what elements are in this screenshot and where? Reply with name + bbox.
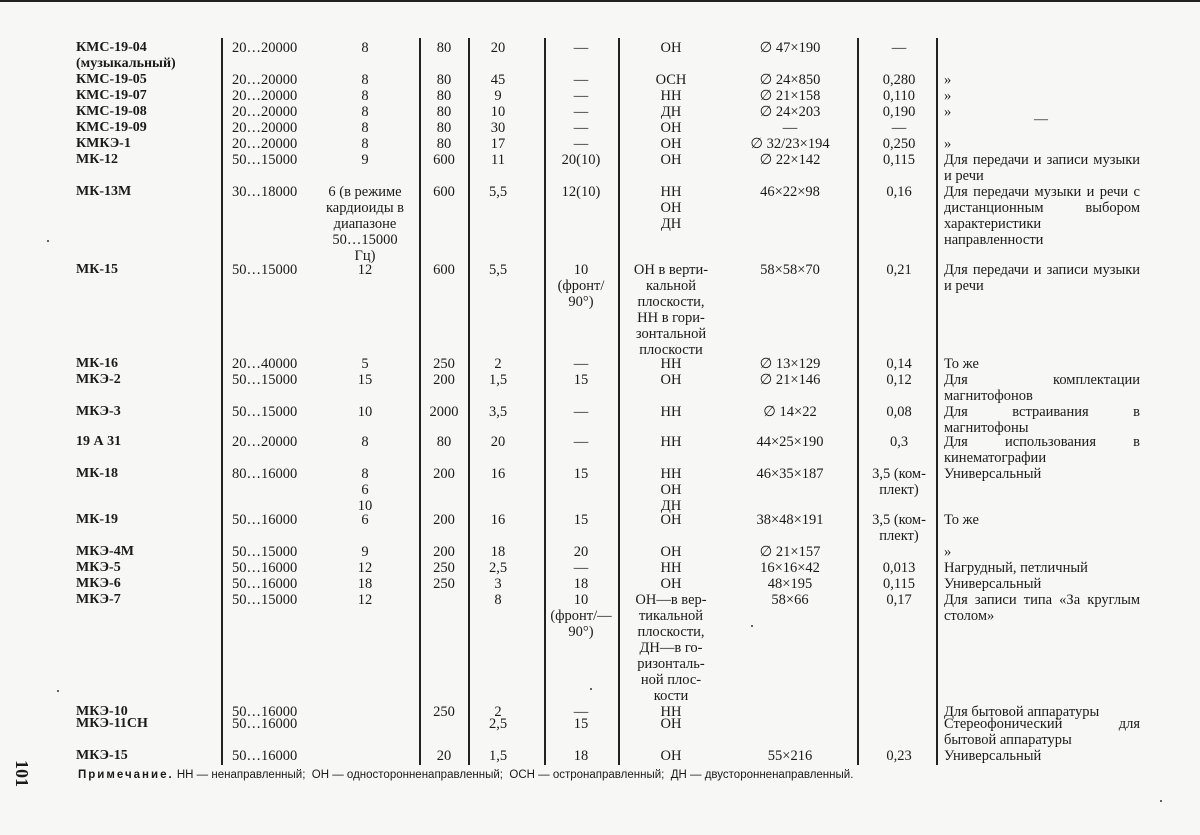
cell-name: КМС-19-07 — [76, 88, 147, 103]
cell-directivity: ДН — [660, 104, 682, 120]
cell-noise-level: 1,5 — [488, 748, 508, 764]
cell-dimensions: ∅ 14×22 — [763, 404, 817, 420]
cell-name: 19 А 31 — [76, 434, 122, 449]
cell-frequency: 20…20000 — [232, 434, 298, 450]
cell-directivity: НН — [660, 704, 682, 720]
cell-noise-level: 11 — [491, 152, 505, 168]
cell-dimensions: ∅ 47×190 — [759, 40, 821, 56]
cell-directivity: ОН — [660, 544, 682, 560]
cell-noise-level: 1,5 — [488, 372, 508, 388]
cell-mass: 0,14 — [886, 356, 912, 372]
cell-directivity: ОН — [660, 748, 682, 764]
cell-dimensions: 44×25×190 — [756, 434, 824, 450]
cell-mass: 0,23 — [886, 748, 912, 764]
cell-noise-level: 2 — [494, 704, 502, 720]
cell-directivity: НН — [660, 560, 682, 576]
cell-mass: 0,16 — [886, 184, 912, 200]
cell-frequency: 50…16000 — [232, 704, 298, 720]
cell-impedance: 80 — [436, 136, 452, 152]
cell-frequency: 50…15000 — [232, 404, 298, 420]
cell-impedance: 200 — [433, 466, 455, 482]
cell-attenuation: 20 — [573, 544, 589, 560]
cell-name: КМКЭ-1 — [76, 136, 131, 151]
cell-purpose: » — [944, 136, 952, 152]
cell-purpose: » — [944, 88, 952, 104]
cell-name: МК-19 — [76, 512, 119, 527]
cell-mass: 0,115 — [882, 576, 916, 592]
cell-directivity: ОСН — [655, 72, 687, 88]
cell-dimensions: ∅ 22×142 — [759, 152, 821, 168]
cell-attenuation: 15 — [573, 372, 589, 388]
cell-dimensions: 46×35×187 — [756, 466, 824, 482]
cell-attenuation: 10 (фронт/— 90°) — [550, 592, 612, 640]
cell-impedance: 200 — [433, 372, 455, 388]
cell-mass: 0,17 — [886, 592, 912, 608]
cell-noise-level: 3 — [494, 576, 502, 592]
cell-frequency: 50…15000 — [232, 592, 298, 608]
cell-mass: — — [891, 40, 907, 56]
cell-impedance: 600 — [433, 184, 455, 200]
cell-frequency: 20…40000 — [232, 356, 298, 372]
cell-impedance: 250 — [433, 576, 455, 592]
cell-impedance: 80 — [436, 72, 452, 88]
cell-noise-level: 18 — [490, 544, 506, 560]
cell-frequency: 50…15000 — [232, 262, 298, 278]
cell-noise-level: 5,5 — [488, 184, 508, 200]
page-number: 101 — [12, 760, 32, 787]
cell-sensitivity: 12 — [357, 592, 373, 608]
cell-sensitivity: 5 — [361, 356, 369, 372]
cell-directivity: ОН — [660, 40, 682, 56]
cell-directivity: ОН — [660, 512, 682, 528]
cell-name: КМС-19-08 — [76, 104, 147, 119]
cell-directivity: ОН — [660, 576, 682, 592]
scan-speck — [590, 688, 592, 690]
cell-dimensions: — — [782, 120, 798, 136]
cell-attenuation: — — [573, 560, 589, 576]
cell-impedance: 250 — [433, 704, 455, 720]
cell-name: КМС-19-04 (музыкальный) — [76, 40, 176, 71]
cell-impedance: 2000 — [429, 404, 459, 420]
cell-attenuation: — — [573, 404, 589, 420]
cell-noise-level: 3,5 — [488, 404, 508, 420]
cell-sensitivity: 8 — [361, 136, 369, 152]
cell-frequency: 80…16000 — [232, 466, 298, 482]
cell-attenuation: 18 — [573, 576, 589, 592]
top-rule — [0, 0, 1200, 2]
cell-name: МКЭ-6 — [76, 576, 121, 591]
cell-purpose: Для передачи музыки и речи с дистанционным выбором характеристики направленности — [944, 184, 1140, 248]
cell-dimensions: 58×66 — [771, 592, 809, 608]
cell-attenuation: — — [573, 704, 589, 720]
cell-noise-level: 2,5 — [488, 560, 508, 576]
cell-impedance: 80 — [436, 40, 452, 56]
cell-name: МК-16 — [76, 356, 119, 371]
cell-impedance: 80 — [436, 434, 452, 450]
cell-noise-level: 5,5 — [488, 262, 508, 278]
cell-impedance: 200 — [433, 512, 455, 528]
cell-dimensions: 48×195 — [767, 576, 813, 592]
cell-dimensions: ∅ 32/23×194 — [750, 136, 830, 152]
cell-directivity: НН — [660, 356, 682, 372]
cell-sensitivity: 18 — [357, 576, 373, 592]
cell-frequency: 50…16000 — [232, 560, 298, 576]
cell-sensitivity: 6 (в режиме кардиоиды в диапазоне 50…15000 Гц) — [325, 184, 405, 264]
cell-name: МКЭ-3 — [76, 404, 121, 419]
column-divider — [468, 38, 470, 765]
cell-attenuation: — — [573, 120, 589, 136]
cell-name: МКЭ-4М — [76, 544, 134, 559]
cell-purpose: Для передачи и записи музыки и речи — [944, 262, 1140, 294]
cell-dimensions: ∅ 13×129 — [759, 356, 821, 372]
cell-sensitivity: 6 — [361, 512, 369, 528]
cell-dimensions: ∅ 21×157 — [759, 544, 821, 560]
cell-mass: 0,115 — [882, 152, 916, 168]
cell-frequency: 50…15000 — [232, 152, 298, 168]
cell-sensitivity: 9 — [361, 152, 369, 168]
cell-frequency: 20…20000 — [232, 40, 298, 56]
cell-frequency: 50…16000 — [232, 512, 298, 528]
cell-noise-level: 45 — [490, 72, 506, 88]
cell-impedance: 80 — [436, 120, 452, 136]
cell-attenuation: — — [573, 88, 589, 104]
cell-sensitivity: 8 — [361, 104, 369, 120]
cell-purpose: » — [944, 104, 952, 120]
cell-frequency: 50…16000 — [232, 716, 298, 732]
cell-purpose: Нагрудный, петличный — [944, 560, 1088, 576]
cell-purpose: Для передачи и записи музыки и речи — [944, 152, 1140, 184]
cell-impedance: 250 — [433, 560, 455, 576]
cell-purpose: Для записи типа «За круглым столом» — [944, 592, 1140, 624]
cell-purpose: Стереофонический для бытовой аппаратуры — [944, 716, 1140, 748]
cell-name: МКЭ-5 — [76, 560, 121, 575]
cell-frequency: 50…15000 — [232, 372, 298, 388]
stray-dash: — — [1034, 112, 1048, 127]
cell-dimensions: 58×58×70 — [760, 262, 820, 278]
cell-mass: 3,5 (ком- плект) — [872, 512, 926, 544]
cell-attenuation: 12(10) — [561, 184, 601, 200]
scan-speck — [47, 240, 49, 242]
footnote-label: Примечание. — [78, 769, 174, 781]
cell-impedance: 80 — [436, 104, 452, 120]
column-divider — [936, 38, 938, 765]
cell-directivity: НН — [660, 404, 682, 420]
cell-purpose: Для использования в кинематографии — [944, 434, 1140, 466]
scan-speck — [1160, 800, 1162, 802]
cell-name: КМС-19-09 — [76, 120, 147, 135]
cell-mass: 0,280 — [882, 72, 916, 88]
cell-sensitivity: 10 — [357, 404, 373, 420]
cell-attenuation: — — [573, 356, 589, 372]
cell-dimensions: ∅ 24×203 — [759, 104, 821, 120]
cell-frequency: 50…16000 — [232, 748, 298, 764]
cell-sensitivity: 12 — [357, 262, 373, 278]
cell-frequency: 50…15000 — [232, 544, 298, 560]
cell-sensitivity: 8 — [361, 40, 369, 56]
cell-noise-level: 20 — [490, 40, 506, 56]
cell-directivity: НН ОН ДН — [660, 466, 682, 514]
cell-name: МКЭ-11СН — [76, 716, 148, 731]
cell-directivity: ОН — [660, 716, 682, 732]
cell-frequency: 20…20000 — [232, 72, 298, 88]
cell-dimensions: 16×16×42 — [760, 560, 820, 576]
cell-noise-level: 9 — [494, 88, 502, 104]
footnote-text: НН — ненаправленный; ОН — односторонненаправленный; ОСН — остронаправленный; ДН — двусторонненаправленный. — [173, 769, 854, 781]
cell-noise-level: 16 — [490, 512, 506, 528]
cell-purpose: Универсальный — [944, 748, 1042, 764]
cell-mass: 0,12 — [886, 372, 912, 388]
cell-attenuation: — — [573, 104, 589, 120]
cell-noise-level: 8 — [494, 592, 502, 608]
cell-mass: — — [891, 120, 907, 136]
cell-directivity: ОН в верти- кальной плоскости, НН в гори- зонтальной плоскости — [633, 262, 709, 358]
cell-frequency: 20…20000 — [232, 88, 298, 104]
cell-dimensions: ∅ 21×158 — [759, 88, 821, 104]
cell-name: МК-15 — [76, 262, 119, 277]
cell-name: МКЭ-2 — [76, 372, 121, 387]
cell-directivity: ОН — [660, 120, 682, 136]
cell-sensitivity: 8 6 10 — [357, 466, 373, 514]
cell-attenuation: 18 — [573, 748, 589, 764]
cell-frequency: 50…16000 — [232, 576, 298, 592]
cell-impedance: 600 — [433, 262, 455, 278]
cell-sensitivity: 8 — [361, 72, 369, 88]
cell-sensitivity: 8 — [361, 88, 369, 104]
cell-noise-level: 2 — [494, 356, 502, 372]
cell-purpose: » — [944, 72, 952, 88]
footnote — [78, 769, 853, 781]
cell-noise-level: 17 — [490, 136, 506, 152]
cell-purpose: Универсальный — [944, 466, 1042, 482]
cell-purpose: Для комплектации магнитофонов — [944, 372, 1140, 404]
cell-dimensions: 38×48×191 — [756, 512, 824, 528]
cell-frequency: 30…18000 — [232, 184, 298, 200]
cell-attenuation: — — [573, 136, 589, 152]
cell-name: МК-13М — [76, 184, 132, 199]
cell-directivity: НН — [660, 434, 682, 450]
cell-sensitivity: 8 — [361, 120, 369, 136]
cell-purpose: » — [944, 544, 952, 560]
cell-noise-level: 20 — [490, 434, 506, 450]
cell-attenuation: 15 — [573, 512, 589, 528]
cell-frequency: 20…20000 — [232, 120, 298, 136]
scan-speck — [751, 625, 753, 627]
cell-name: МКЭ-15 — [76, 748, 128, 763]
cell-attenuation: 20(10) — [561, 152, 601, 168]
cell-purpose: Универсальный — [944, 576, 1042, 592]
cell-purpose: То же — [944, 356, 979, 372]
cell-directivity: ОН—в вер- тикальной плоскости, ДН—в го- ризонталь- ной плос- кости — [635, 592, 707, 704]
cell-attenuation: 15 — [573, 716, 589, 732]
cell-attenuation: — — [573, 434, 589, 450]
column-divider — [221, 38, 223, 765]
cell-purpose: Для бытовой аппаратуры — [944, 704, 1100, 720]
cell-frequency: 20…20000 — [232, 104, 298, 120]
cell-directivity: НН — [660, 88, 682, 104]
cell-name: МКЭ-7 — [76, 592, 121, 607]
cell-dimensions: 46×22×98 — [760, 184, 820, 200]
cell-dimensions: ∅ 24×850 — [759, 72, 821, 88]
scan-speck — [57, 690, 59, 692]
cell-name: МК-18 — [76, 466, 119, 481]
cell-attenuation: 10 (фронт/ 90°) — [557, 262, 605, 310]
cell-directivity: ОН — [660, 152, 682, 168]
cell-name: МК-12 — [76, 152, 119, 167]
cell-attenuation: — — [573, 72, 589, 88]
cell-name: КМС-19-05 — [76, 72, 147, 87]
cell-sensitivity: 8 — [361, 434, 369, 450]
cell-sensitivity: 9 — [361, 544, 369, 560]
cell-impedance: 80 — [436, 88, 452, 104]
cell-mass: 0,013 — [882, 560, 916, 576]
cell-mass: 0,190 — [882, 104, 916, 120]
cell-mass: 0,250 — [882, 136, 916, 152]
cell-mass: 3,5 (ком- плект) — [872, 466, 926, 498]
cell-sensitivity: 12 — [357, 560, 373, 576]
cell-directivity: ОН — [660, 136, 682, 152]
cell-dimensions: ∅ 21×146 — [759, 372, 821, 388]
cell-noise-level: 30 — [490, 120, 506, 136]
cell-directivity: НН ОН ДН — [660, 184, 682, 232]
cell-noise-level: 10 — [490, 104, 506, 120]
cell-frequency: 20…20000 — [232, 136, 298, 152]
cell-noise-level: 2,5 — [488, 716, 508, 732]
cell-mass: 0,21 — [886, 262, 912, 278]
cell-impedance: 200 — [433, 544, 455, 560]
cell-purpose: Для встраивания в магнитофоны — [944, 404, 1140, 436]
cell-noise-level: 16 — [490, 466, 506, 482]
cell-impedance: 600 — [433, 152, 455, 168]
cell-mass: 0,110 — [882, 88, 916, 104]
cell-name: МКЭ-10 — [76, 704, 128, 719]
cell-mass: 0,3 — [889, 434, 909, 450]
cell-mass: 0,08 — [886, 404, 912, 420]
cell-attenuation: — — [573, 40, 589, 56]
cell-impedance: 250 — [433, 356, 455, 372]
cell-directivity: ОН — [660, 372, 682, 388]
cell-sensitivity: 15 — [357, 372, 373, 388]
cell-attenuation: 15 — [573, 466, 589, 482]
cell-impedance: 20 — [436, 748, 452, 764]
cell-dimensions: 55×216 — [767, 748, 813, 764]
cell-purpose: То же — [944, 512, 979, 528]
